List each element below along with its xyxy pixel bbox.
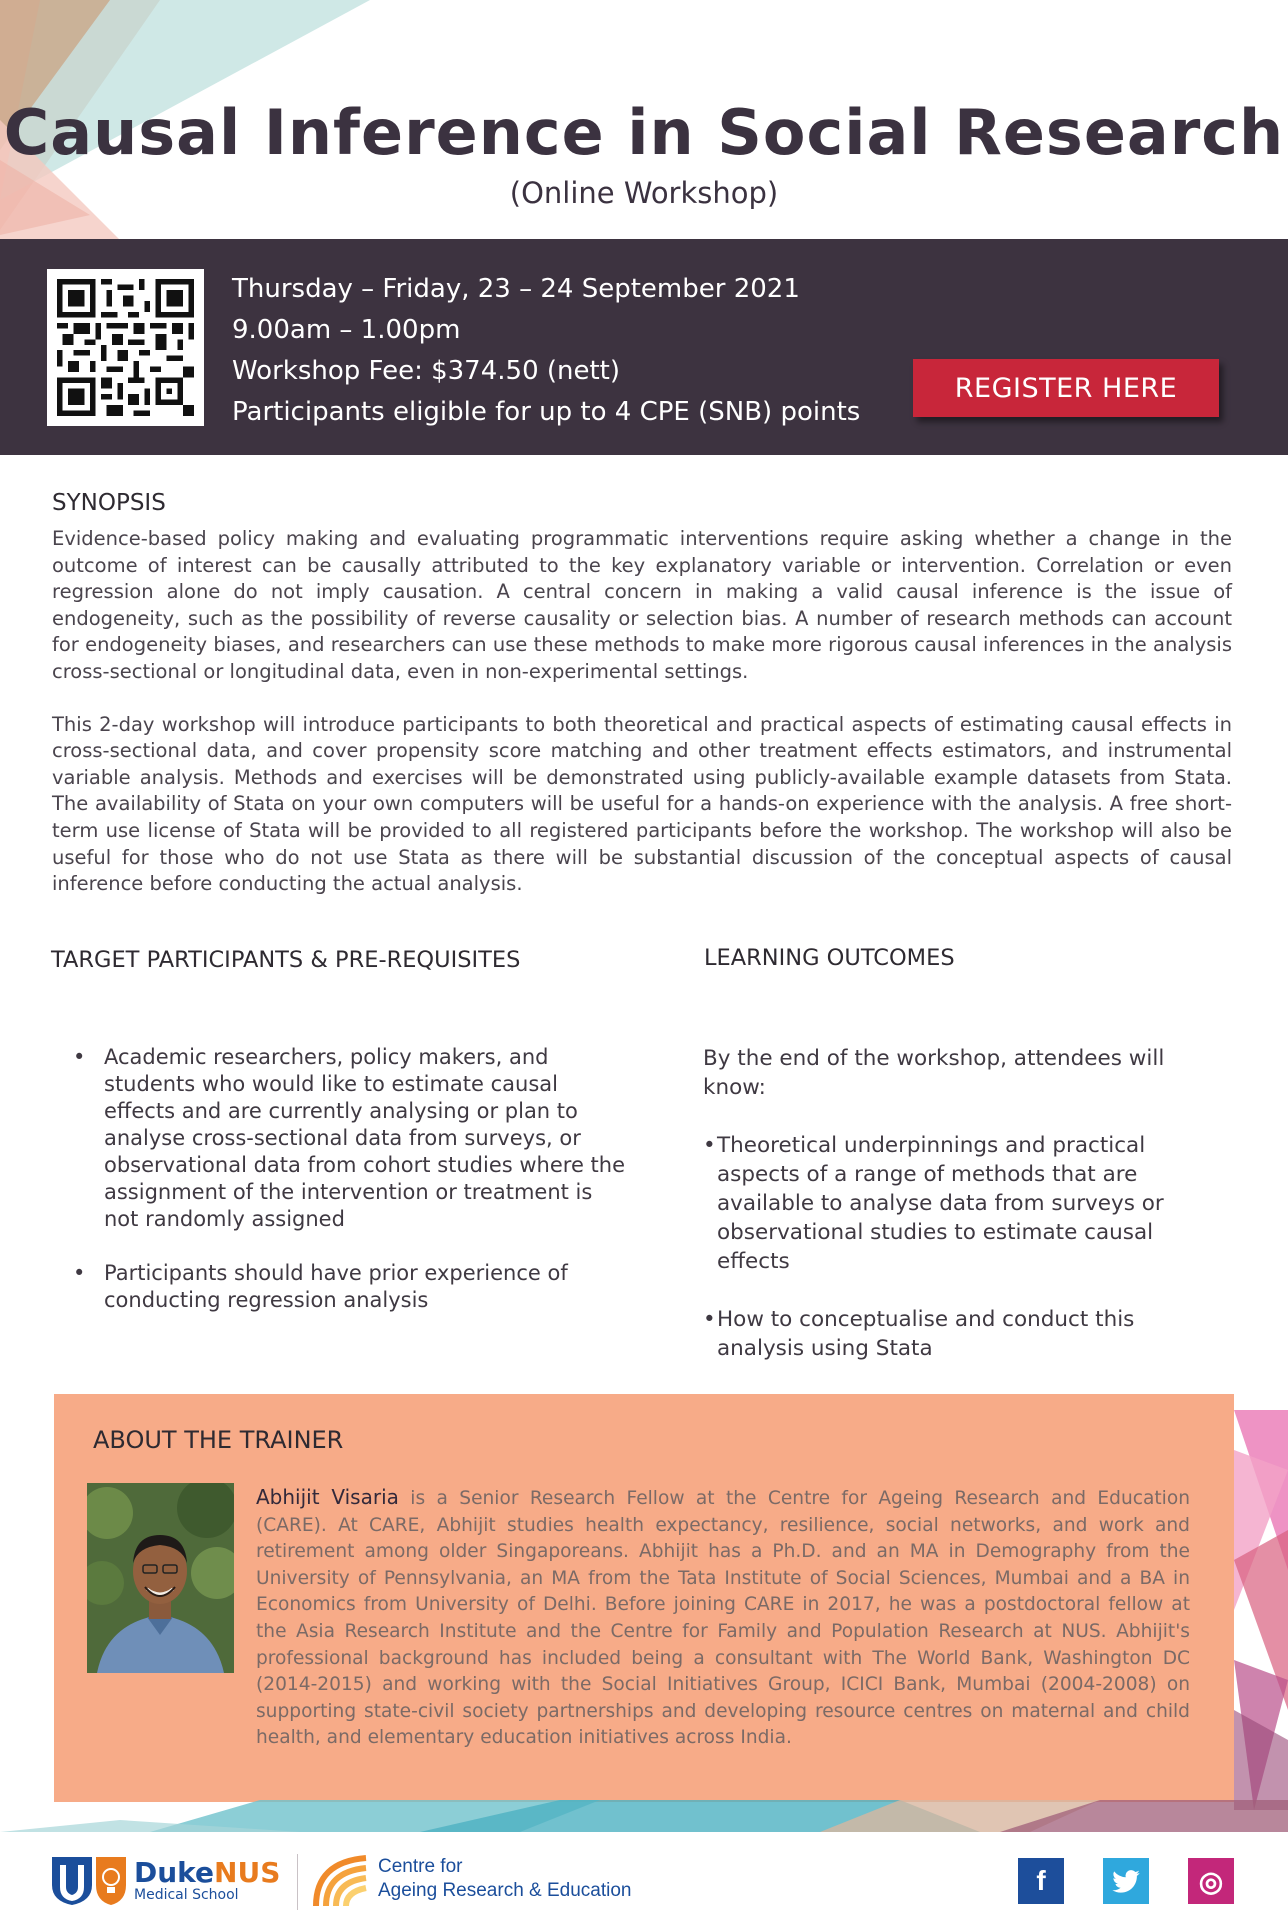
bullet-icon: • [73,1045,86,1069]
list-item: • How to conceptualise and conduct this analysis using Stata [703,1307,1135,1361]
page-title: Causal Inference in Social Research [3,96,1285,169]
bullet-icon: • [703,1133,716,1158]
footer-divider [297,1854,298,1910]
synopsis-paragraph: Evidence-based policy making and evaluating programmatic interventions require asking whether a change in the outcome of interest can be causally attributed to the key explanatory variable or intervention. Correlation or even regression alone do not imply causation. A central concern in making a valid causal inference is the issue of endogeneity, such as the possibility of reverse causality or selection bias. A number of research methods can account for endogeneity biases, and researchers can use these methods to make more rigorous causal inferences in the analysis cross-sectional or longitudinal data, even in non-experimental settings. [52,527,1232,683]
learning-outcomes-list [703,1044,1203,1392]
care-arcs-icon [312,1852,370,1906]
decorative-triangles-bottom [0,1800,1288,1832]
event-details [232,269,860,433]
event-fee: Workshop Fee: $374.50 (nett) [232,356,621,386]
care-line1: Centre for [378,1856,463,1877]
instagram-icon[interactable]: ◎ [1188,1858,1234,1904]
bullet-icon: • [73,1261,86,1285]
trainer-name: Abhijit Visaria [256,1485,399,1509]
synopsis-body [52,526,1232,924]
list-item: • Theoretical underpinnings and practical aspects of a range of methods that are available to analyse data from surveys or observational studies to estimate causal effects [703,1133,1164,1274]
target-participants-heading: TARGET PARTICIPANTS & PRE-REQUISITES [51,947,521,973]
trainer-bio-text: is a Senior Research Fellow at the Centre for Ageing Research and Education (CARE). At CARE, Abhijit studies health expectancy, resilience, social networks, and work and retirement among older Singaporeans. Abhijit has a Ph.D. and an MA in Demography from the University of Pennsylvania, an MA from the Tata Institute of Social Sciences, Mumbai and a BA in Economics from University of Delhi. Before joining CARE in 2017, he was a postdoctoral fellow at the Asia Research Institute and the Centre for Family and Population Research at NUS. Abhijit's professional background has included being a consultant with The World Bank, Washington DC (2014-2015) and working with the Social Initiatives Group, ICICI Bank, Mumbai (2004-2008) on supporting state-civil society partnerships and developing resource centres on maternal and child health, and elementary education initiatives across India. [256,1488,1191,1749]
bullet-icon: • [703,1307,716,1332]
trainer-bio [256,1484,1190,1752]
learning-outcomes-intro: By the end of the workshop, attendees will know: [703,1046,1165,1100]
target-participants-list [70,1044,630,1341]
nus-crest-icon [96,1857,126,1905]
synopsis-heading: SYNOPSIS [52,490,166,516]
decorative-triangles-right [1234,1410,1288,1810]
qr-code[interactable] [47,269,204,426]
list-item: • Participants should have prior experience of conducting regression analysis [73,1261,568,1312]
qr-code-image [57,279,194,416]
footer [0,1832,1288,1919]
learning-outcomes-heading: LEARNING OUTCOMES [704,945,955,971]
duke-nus-wordmark: DukeNUS [134,1856,281,1889]
trainer-photo [87,1483,234,1673]
facebook-icon[interactable]: f [1018,1858,1064,1904]
synopsis-paragraph: This 2-day workshop will introduce participants to both theoretical and practical aspects of estimating causal effects in cross-sectional data, and cover propensity score matching and other treatment effects estimators, and instrumental variable analysis. Methods and exercises will be demonstrated using publicly-available example datasets from Stata. The availability of Stata on your own computers will be useful for a hands-on experience with the analysis. A free short-term use license of Stata will be provided to all registered participants before the workshop. The workshop will also be useful for those who do not use Stata as there will be substantial discussion of the conceptual aspects of causal inference before conducting the actual analysis. [52,712,1232,896]
page-subtitle: (Online Workshop) [509,176,779,210]
list-item: • Academic researchers, policy makers, and students who would like to estimate causal effects and are currently analysing or plan to analyse cross-sectional data from surveys, or observational data from cohort studies where the assignment of the intervention or treatment is not randomly assigned [73,1045,626,1231]
event-cpe-points: Participants eligible for up to 4 CPE (SNB) points [232,397,861,427]
twitter-icon[interactable] [1103,1858,1149,1904]
about-trainer-panel [54,1394,1234,1802]
event-date: Thursday – Friday, 23 – 24 September 2021 [232,274,800,304]
event-time: 9.00am – 1.00pm [232,315,461,345]
register-button[interactable]: REGISTER HERE [913,359,1219,417]
event-banner [0,239,1288,455]
care-logo[interactable] [312,1852,632,1906]
twitter-bird-icon [1111,1866,1141,1896]
duke-shield-icon [52,1857,92,1905]
about-trainer-heading: ABOUT THE TRAINER [93,1426,344,1454]
medical-school-label: Medical School [134,1887,239,1903]
duke-nus-logo[interactable] [52,1856,280,1906]
care-line2: Ageing Research & Education [378,1880,632,1901]
